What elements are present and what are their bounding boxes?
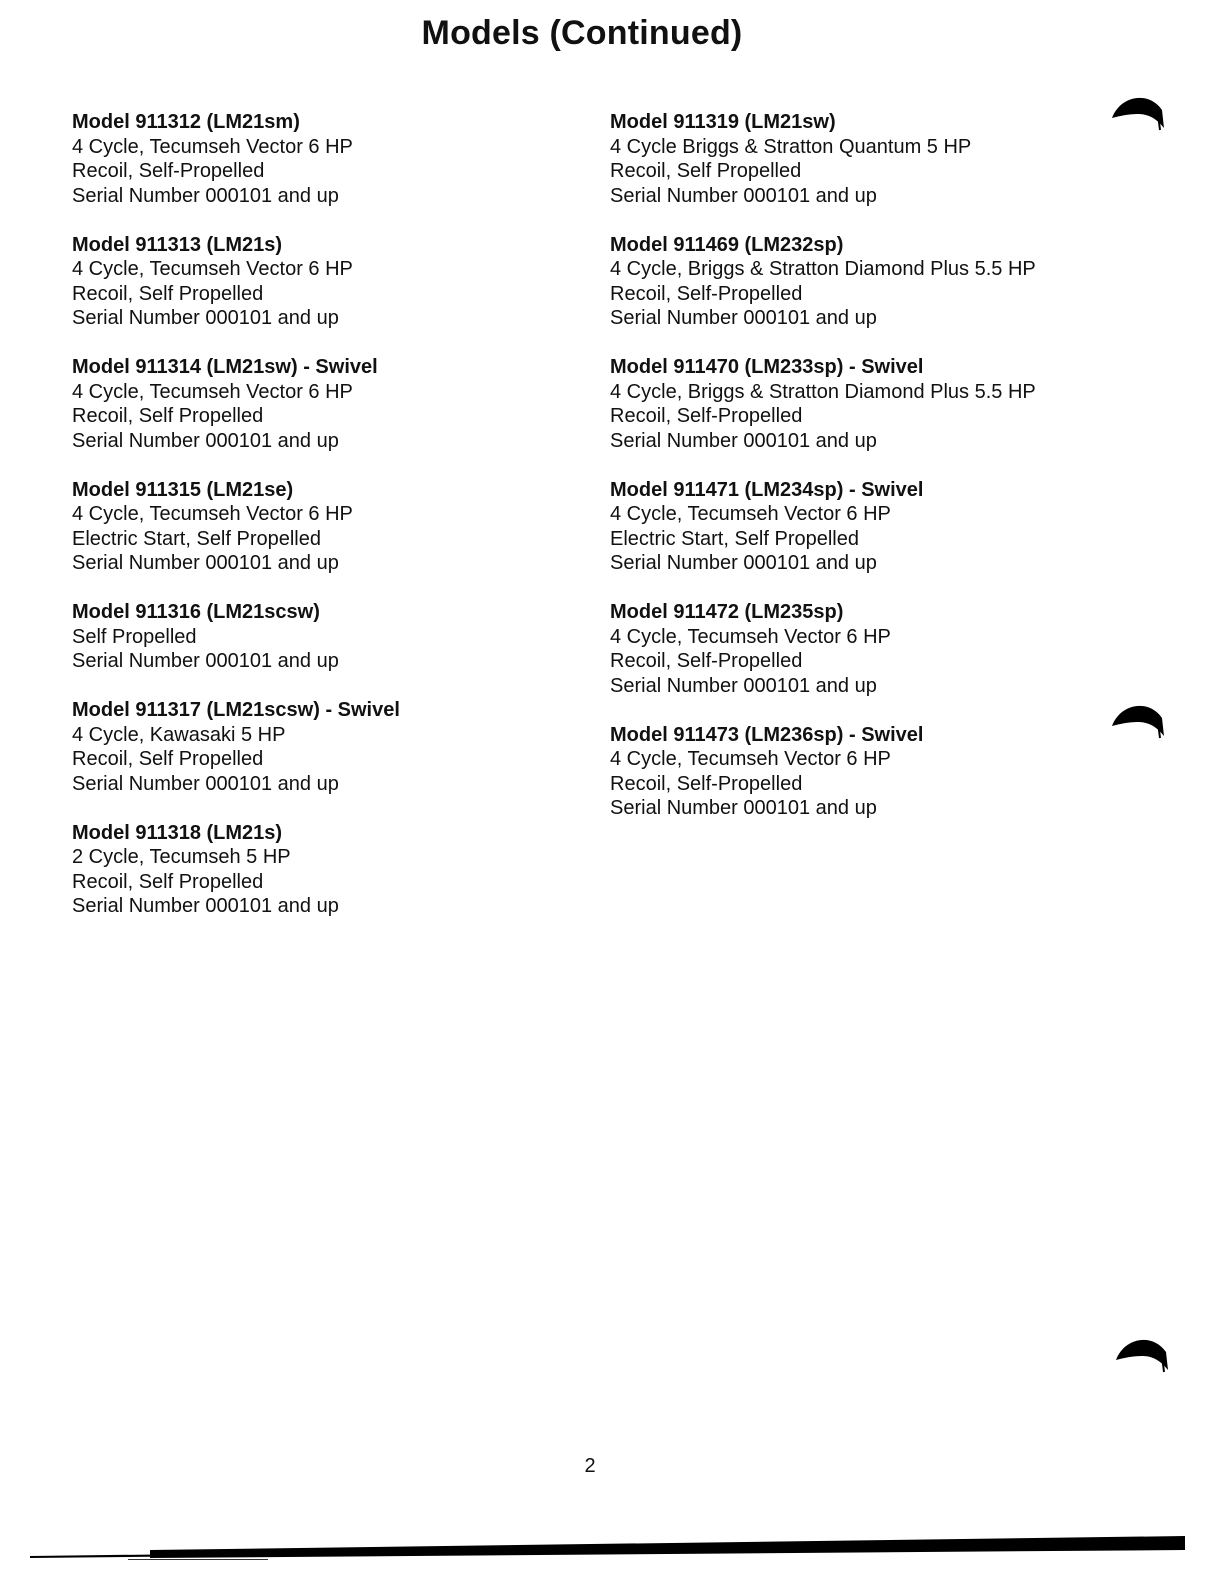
model-heading: Model 911318 (LM21s) [72, 821, 283, 844]
model-entry [72, 821, 542, 919]
model-start-drive: Recoil, Self Propelled [610, 160, 802, 182]
model-serial: Serial Number 000101 and up [610, 184, 877, 207]
model-engine: 4 Cycle, Tecumseh Vector 6 HP [72, 258, 353, 280]
model-entry [610, 600, 1080, 698]
model-serial: Serial Number 000101 and up [72, 307, 339, 329]
page-title: Models (Continued) [421, 14, 743, 52]
model-heading: Model 911312 (LM21sm) [72, 111, 300, 133]
model-serial: Serial Number 000101 and up [72, 895, 339, 917]
model-entry [72, 355, 542, 453]
model-heading: Model 911314 (LM21sw) - Swivel [72, 356, 378, 378]
model-entry [610, 233, 1080, 331]
model-engine: 4 Cycle Briggs & Stratton Quantum 5 HP [610, 135, 972, 158]
models-left-column [72, 110, 542, 943]
model-start-drive: Recoil, Self Propelled [72, 405, 264, 427]
model-heading: Model 911471 (LM234sp) - Swivel [610, 478, 924, 501]
model-start-drive: Electric Start, Self Propelled [610, 527, 859, 550]
model-start-drive: Recoil, Self-Propelled [610, 282, 803, 305]
model-engine: 4 Cycle, Tecumseh Vector 6 HP [610, 503, 891, 525]
model-heading: Model 911469 (LM232sp) [610, 233, 844, 256]
model-engine: 4 Cycle, Briggs & Stratton Diamond Plus 5.5 HP [610, 258, 1036, 280]
model-start-drive: Electric Start, Self Propelled [72, 527, 321, 550]
model-entry [610, 110, 1080, 208]
model-start-drive: Recoil, Self Propelled [72, 748, 264, 770]
model-serial: Serial Number 000101 and up [610, 429, 877, 452]
model-start-drive: Recoil, Self-Propelled [610, 405, 803, 427]
model-entry [610, 478, 1080, 576]
model-entry [72, 233, 542, 331]
model-heading: Model 911315 (LM21se) [72, 478, 294, 501]
model-heading: Model 911316 (LM21scsw) [72, 601, 320, 623]
model-serial: Serial Number 000101 and up [610, 552, 877, 574]
model-serial: Serial Number 000101 and up [72, 552, 339, 574]
binder-tab-marker-icon [1110, 696, 1168, 742]
model-serial: Serial Number 000101 and up [72, 184, 339, 207]
model-entry [72, 478, 542, 576]
model-entry [72, 698, 542, 796]
model-entry [610, 723, 1080, 821]
model-heading: Model 911317 (LM21scsw) - Swivel [72, 699, 400, 721]
binder-tab-marker-icon [1110, 88, 1168, 134]
model-engine: 4 Cycle, Tecumseh Vector 6 HP [72, 135, 353, 158]
model-heading: Model 911470 (LM233sp) - Swivel [610, 356, 924, 378]
model-start-drive: Recoil, Self Propelled [72, 282, 264, 305]
model-start-drive: Self Propelled [72, 625, 197, 648]
model-entry [610, 355, 1080, 453]
model-serial: Serial Number 000101 and up [610, 797, 877, 819]
model-engine: 4 Cycle, Briggs & Stratton Diamond Plus 5.5 HP [610, 380, 1036, 403]
footer-rule-short [128, 1559, 268, 1560]
model-engine: 4 Cycle, Tecumseh Vector 6 HP [72, 503, 353, 525]
page-number: 2 [584, 1455, 596, 1477]
model-start-drive: Recoil, Self-Propelled [610, 772, 803, 795]
model-engine: 4 Cycle, Tecumseh Vector 6 HP [610, 748, 891, 770]
model-engine: 2 Cycle, Tecumseh 5 HP [72, 846, 291, 868]
model-start-drive: Recoil, Self Propelled [72, 870, 264, 893]
model-entry [72, 110, 542, 208]
model-start-drive: Recoil, Self-Propelled [610, 650, 803, 672]
model-serial: Serial Number 000101 and up [72, 429, 339, 452]
model-heading: Model 911473 (LM236sp) - Swivel [610, 723, 924, 746]
model-heading: Model 911313 (LM21s) [72, 233, 283, 256]
model-start-drive: Recoil, Self-Propelled [72, 160, 265, 182]
model-serial: Serial Number 000101 and up [72, 772, 339, 795]
model-engine: 4 Cycle, Kawasaki 5 HP [72, 723, 286, 746]
model-serial: Serial Number 000101 and up [610, 307, 877, 329]
model-entry [72, 600, 542, 674]
model-engine: 4 Cycle, Tecumseh Vector 6 HP [72, 380, 353, 403]
model-serial: Serial Number 000101 and up [610, 674, 877, 697]
models-right-column [610, 110, 1080, 845]
binder-tab-marker-icon [1114, 1330, 1172, 1376]
model-serial: Serial Number 000101 and up [72, 650, 339, 672]
footer-rule [30, 1536, 1185, 1560]
model-heading: Model 911319 (LM21sw) [610, 111, 836, 133]
model-heading: Model 911472 (LM235sp) [610, 601, 844, 623]
model-engine: 4 Cycle, Tecumseh Vector 6 HP [610, 625, 891, 648]
